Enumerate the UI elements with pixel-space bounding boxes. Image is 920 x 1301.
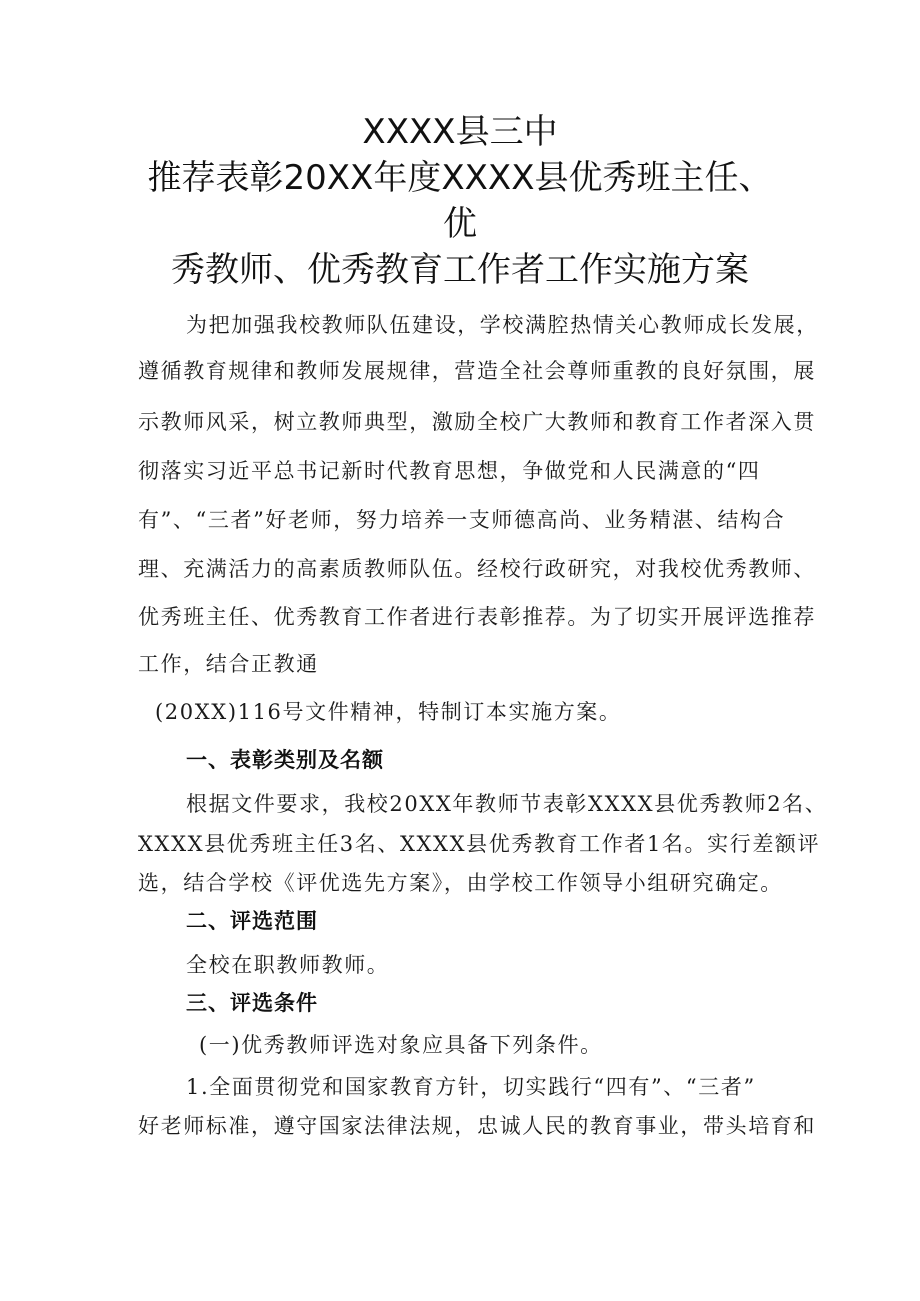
- section3-subheading: (一)优秀教师评选对象应具备下列条件。: [199, 1033, 603, 1057]
- section3-line: 1.全面贯彻党和国家教育方针，切实践行“四有”、“三者”: [186, 1075, 756, 1099]
- intro-line: (20XX)116号文件精神，特制订本实施方案。: [155, 700, 622, 724]
- intro-line: 优秀班主任、优秀教育工作者进行表彰推荐。为了切实开展评选推荐: [138, 605, 816, 629]
- section1-line: XXXX县优秀班主任3名、XXXX县优秀教育工作者1名。实行差额评: [138, 832, 821, 856]
- section3-line: 好老师标准，遵守国家法律法规，忠诚人民的教育事业，带头培育和: [138, 1114, 816, 1138]
- intro-line: 为把加强我校教师队伍建设，学校满腔热情关心教师成长发展，: [186, 313, 819, 337]
- intro-line: 工作，结合正教通: [138, 652, 319, 676]
- title-school: XXXX县三中: [362, 112, 558, 152]
- section-heading: 三、评选条件: [186, 991, 318, 1015]
- section-heading: 二、评选范围: [186, 909, 318, 933]
- intro-line: 有”、“三者”好老师，努力培养一支师德高尚、业务精湛、结构合: [138, 508, 786, 532]
- title-line-4: 秀教师、优秀教育工作者工作实施方案: [171, 250, 749, 290]
- intro-line: 示教师风采，树立教师典型，激励全校广大教师和教育工作者深入贯: [138, 410, 816, 434]
- section1-line: 选，结合学校《评优选先方案》，由学校工作领导小组研究确定。: [138, 871, 783, 895]
- intro-line: 遵循教育规律和教师发展规律，营造全社会尊师重教的良好氛围，展: [138, 359, 816, 383]
- intro-line: 理、充满活力的高素质教师队伍。经校行政研究，对我校优秀教师、: [138, 557, 816, 581]
- title-line-2: 推荐表彰20XX年度XXXX县优秀班主任、: [147, 158, 773, 198]
- section2-line: 全校在职教师教师。: [186, 953, 390, 977]
- title-line-3: 优: [443, 204, 477, 244]
- section1-line: 根据文件要求，我校20XX年教师节表彰XXXX县优秀教师2名、: [186, 792, 828, 816]
- intro-line: 彻落实习近平总书记新时代教育思想，争做党和人民满意的“四: [138, 459, 761, 483]
- section-heading: 一、表彰类别及名额: [186, 748, 384, 772]
